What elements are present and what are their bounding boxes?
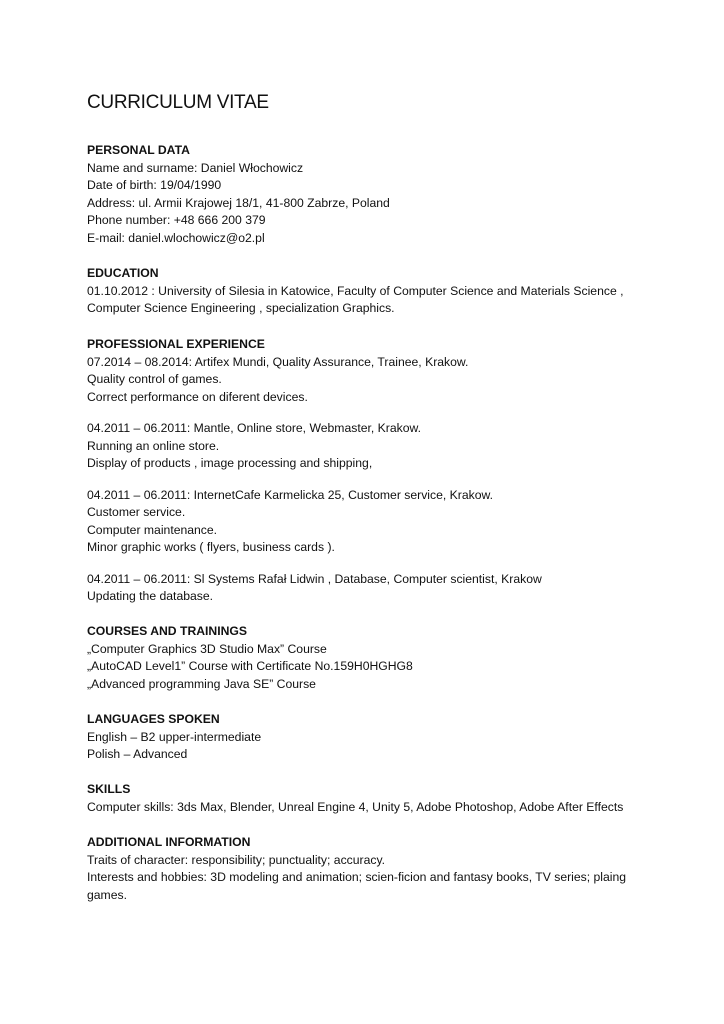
experience-line: Quality control of games. — [87, 372, 222, 386]
section-heading: PROFESSIONAL EXPERIENCE — [87, 337, 265, 351]
course-item: „Advanced programming Java SE” Course — [87, 676, 316, 691]
personal-email: E-mail: daniel.wlochowicz@o2.pl — [87, 230, 265, 245]
section-heading: ADDITIONAL INFORMATION — [87, 835, 251, 849]
courses-section — [87, 623, 687, 693]
personal-data-section — [87, 142, 687, 247]
experience-entry — [87, 571, 687, 606]
experience-line: Display of products , image processing and shipping, — [87, 456, 373, 470]
education-line: 01.10.2012 : University of Silesia in Katowice, Faculty of Computer Science and Materials Science , — [87, 283, 624, 298]
document-title: CURRICULUM VITAE — [87, 92, 269, 113]
languages-section — [87, 711, 687, 764]
personal-phone: Phone number: +48 666 200 379 — [87, 213, 266, 227]
experience-line: 07.2014 – 08.2014: Artifex Mundi, Quality Assurance, Trainee, Krakow. — [87, 354, 469, 369]
experience-line: 04.2011 – 06.2011: Sl Systems Rafał Lidwin , Database, Computer scientist, Krakow — [87, 571, 542, 586]
skills-section — [87, 781, 687, 816]
course-item: „Computer Graphics 3D Studio Max” Course — [87, 641, 327, 656]
personal-name: Name and surname: Daniel Włochowicz — [87, 160, 304, 175]
experience-line: Customer service. — [87, 505, 186, 519]
language-item: Polish – Advanced — [87, 747, 188, 761]
personal-birth-date: Date of birth: 19/04/1990 — [87, 178, 222, 192]
section-heading: COURSES AND TRAININGS — [87, 624, 248, 638]
skills-line: Computer skills: 3ds Max, Blender, Unreal Engine 4, Unity 5, Adobe Photoshop, Adobe After Effects — [87, 799, 624, 814]
additional-line: Interests and hobbies: 3D modeling and animation; scien-ficion and fantasy books, TV series; plaing games. — [87, 870, 627, 902]
course-item: „AutoCAD Level1” Course with Certificate No.159H0HGHG8 — [87, 659, 413, 673]
section-heading: EDUCATION — [87, 266, 159, 280]
experience-line: 04.2011 – 06.2011: Mantle, Online store, Webmaster, Krakow. — [87, 421, 421, 435]
section-heading: SKILLS — [87, 782, 131, 796]
additional-info-section — [87, 834, 637, 904]
section-heading: LANGUAGES SPOKEN — [87, 712, 220, 726]
additional-line: Traits of character: responsibility; punctuality; accuracy. — [87, 852, 386, 867]
experience-line: Computer maintenance. — [87, 522, 218, 537]
experience-section — [87, 336, 687, 606]
experience-line: Correct performance on diferent devices. — [87, 389, 308, 404]
experience-entry — [87, 420, 687, 473]
personal-address: Address: ul. Armii Krajowej 18/1, 41-800 Zabrze, Poland — [87, 195, 390, 210]
education-section — [87, 265, 687, 318]
experience-entry — [87, 354, 687, 407]
section-heading: PERSONAL DATA — [87, 143, 190, 157]
language-item: English – B2 upper-intermediate — [87, 729, 262, 744]
experience-line: Running an online store. — [87, 438, 220, 453]
experience-entry — [87, 487, 687, 557]
experience-line: Updating the database. — [87, 589, 214, 603]
experience-line: Minor graphic works ( flyers, business cards ). — [87, 540, 335, 554]
experience-line: 04.2011 – 06.2011: InternetCafe Karmelicka 25, Customer service, Krakow. — [87, 487, 494, 502]
education-line: Computer Science Engineering , specialization Graphics. — [87, 301, 395, 315]
